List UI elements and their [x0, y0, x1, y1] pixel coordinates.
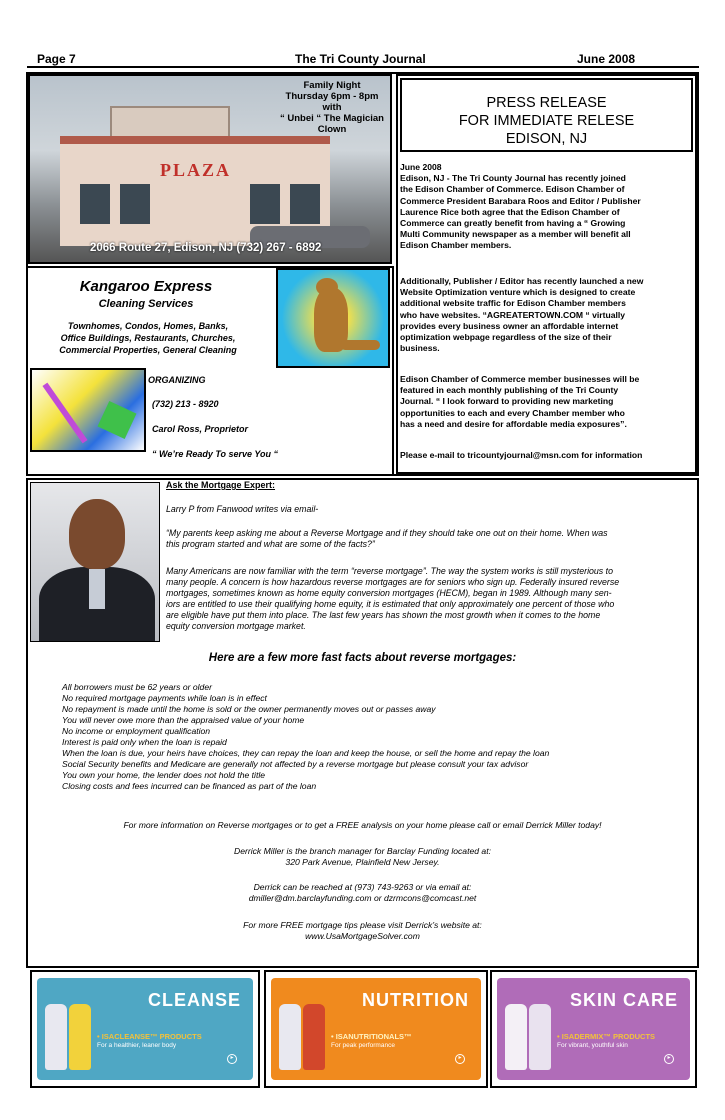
mortgage-question: “My parents keep asking me about a Reverse Mortgage and if they should take one out on their home. When was this program started and what are some of the facts?” [166, 528, 608, 549]
derrick-miller-photo [30, 482, 160, 642]
cleanse-panel [37, 978, 253, 1080]
mortgage-answer: Many Americans are now familiar with the term “reverse mortgage”. The way the system works is still mysterious to many people. A concern is how hazardous reverse mortgages are for seniors who sign up. Federally insured reverse mortgages, sometimes known as home equity conversion mortgages (HECM), began in 1989. Although many sen- iors are entitled to use their qualifying home equity, it is estimated that only approximately one percent of those who are eligible have put them into place. The last few years has shown the most growth when it comes to the home equity conversion mortgage market. [166, 566, 620, 631]
press-paragraph-3: Edison Chamber of Commerce member businesses will be featured in each monthly publishing of the Tri County Journal. “ I look forward to providing new marketing opportunities to each and every Chamber member who has a need and desire for affordable media exposures”. [400, 374, 640, 429]
cleanse-title: CLEANSE [147, 990, 241, 1010]
kangaroo-subtitle: Cleaning Services [98, 298, 194, 310]
branch-info: Derrick Miller is the branch manager for Barclay Funding located at: 320 Park Avenue, Plainfield New Jersey. [234, 846, 491, 867]
kangaroo-phone: (732) 213 - 8920 [152, 399, 219, 409]
skin-care-title: SKIN CARE [569, 990, 678, 1010]
press-contact-email: Please e-mail to tricountyjournal@msn.com for information [400, 450, 643, 460]
website-info: For more FREE mortgage tips please visit Derrick’s website at: www.UsaMortgageSolver.com [243, 920, 482, 941]
contact-info: Derrick can be reached at (973) 743-9263 or via email at: dmiller@dm.barclayfunding.com or dzrmcons@comcast.net [248, 882, 477, 903]
list-item: No required mortgage payments while loan is in effect [62, 693, 267, 703]
page-header [27, 52, 699, 68]
list-item: Interest is paid only when the loan is repaid [62, 737, 227, 747]
list-item: When the loan is due, your heirs have choices, they can repay the loan and keep the house, or sell the home and repay the loan [62, 748, 550, 758]
kangaroo-icon [276, 268, 390, 368]
nutrition-product-line: • ISANUTRITIONALS™ [331, 1032, 412, 1041]
press-paragraph-1: June 2008 Edison, NJ - The Tri County Journal has recently joined the Edison Chamber of Commerce. Edison Chamber of Commerce President Barabara Roos and Editor / Publisher Laurence Rice both agree that the Edison Chamber of Commerce can greatly benefit from having a “ Growing Multi Community newspaper as a member will benefit all Edison Chamber members. [400, 162, 641, 251]
press-title-box [400, 78, 693, 152]
nutrition-panel [271, 978, 481, 1080]
skin-care-panel [497, 978, 690, 1080]
list-item: No income or employment qualification [62, 726, 211, 736]
cleanse-ad [30, 970, 260, 1088]
skin-care-ad [490, 970, 697, 1088]
plaza-sign: PLAZA [160, 160, 232, 180]
cleaning-supplies-icon [30, 368, 146, 452]
play-icon: ▸ [664, 1054, 674, 1064]
more-info-line: For more information on Reverse mortgages or to get a FREE analysis on your home please call or email Derrick Miller today! [123, 820, 602, 830]
list-item: No repayment is made until the home is sold or the owner permanently moves out or passes away [62, 704, 436, 714]
kangaroo-title: Kangaroo Express [79, 278, 213, 295]
organizing-label: ORGANIZING [148, 375, 206, 385]
facts-heading: Here are a few more fast facts about reverse mortgages: [208, 652, 517, 664]
publication-title: The Tri County Journal [295, 52, 426, 66]
kangaroo-slogan: “ We’re Ready To serve You “ [152, 449, 279, 459]
page-number: Page 7 [37, 52, 76, 66]
cleanse-product-line: • ISACLEANSE™ PRODUCTS [97, 1032, 202, 1041]
list-item: All borrowers must be 62 years or older [62, 682, 212, 692]
nutrition-title: NUTRITION [362, 990, 469, 1010]
mortgage-intro: Larry P from Fanwood writes via email- [166, 504, 319, 514]
press-paragraph-2: Additionally, Publisher / Editor has recently launched a new Website Optimization venture which is designed to create additional website traffic for Edison Chamber members who have websites. “AGREATERTOWN.COM “ virtually provides every business owner an affordable internet optimization webpage regardless of the size of their business. [400, 276, 644, 354]
press-release [396, 74, 697, 474]
list-item: Social Security benefits and Medicare are generally not affected by a reverse mortgage but please consult your tax advisor [62, 759, 529, 769]
issue-date: June 2008 [577, 52, 636, 66]
kangaroo-proprietor: Carol Ross, Proprietor [152, 424, 249, 434]
plaza-address: 2066 Route 27, Edison, NJ (732) 267 - 6892 [90, 242, 322, 254]
list-item: You own your home, the lender does not hold the title [62, 770, 266, 780]
play-icon: ▸ [227, 1054, 237, 1064]
press-title: PRESS RELEASE FOR IMMEDIATE RELESE EDISON, NJ [458, 95, 635, 147]
cleanse-desc: For a healthier, leaner body [97, 1042, 177, 1049]
facts-list [62, 682, 549, 792]
mortgage-heading: Ask the Mortgage Expert: [166, 480, 276, 490]
list-item: Closing costs and fees incurred can be financed as part of the loan [62, 781, 317, 791]
play-icon: ▸ [455, 1054, 465, 1064]
list-item: You will never owe more than the appraised value of your home [62, 715, 305, 725]
family-night-notice: Family Night Thursday 6pm - 8pm with “ Unbei “ The Magician Clown [280, 80, 384, 135]
nutrition-ad [264, 970, 488, 1088]
nutrition-desc: For peak performance [331, 1042, 395, 1049]
kangaroo-services: Townhomes, Condos, Homes, Banks, Office Buildings, Restaurants, Churches, Commercial Properties, General Cleaning [59, 321, 237, 355]
skin-care-desc: For vibrant, youthful skin [557, 1042, 628, 1049]
skin-care-product-line: • ISADERMIX™ PRODUCTS [557, 1032, 656, 1041]
plaza-photo [28, 74, 392, 264]
